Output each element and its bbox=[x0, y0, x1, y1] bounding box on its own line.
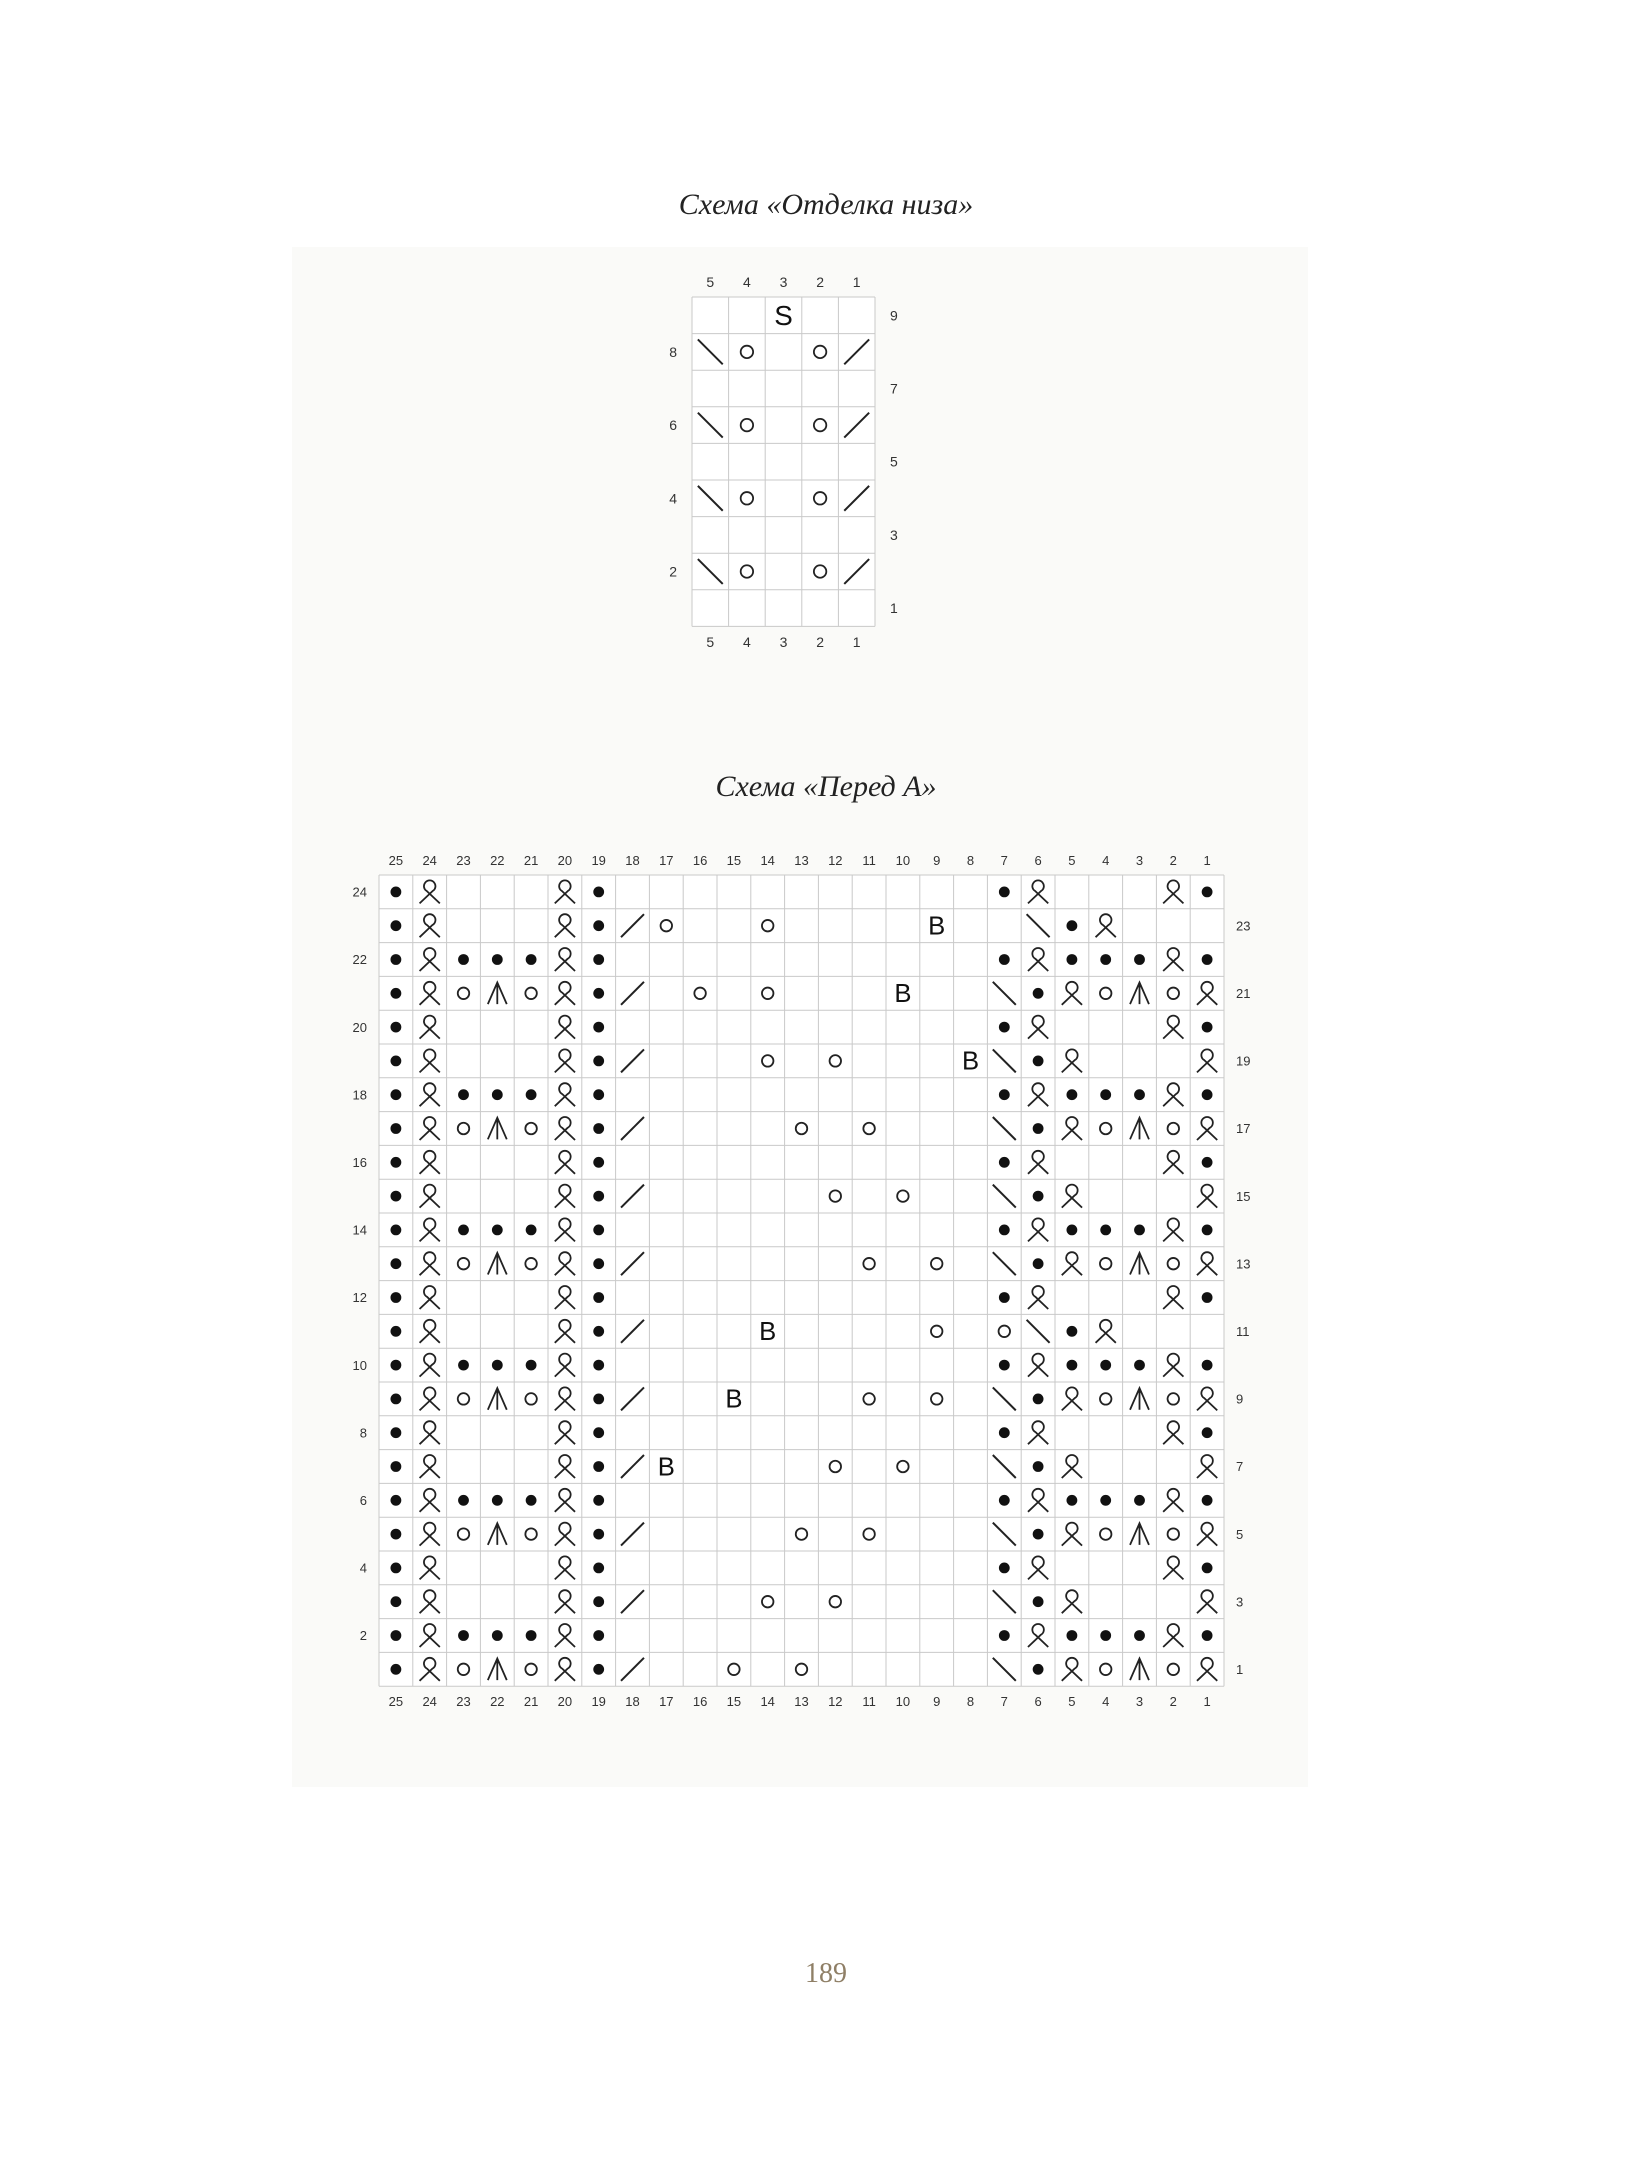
purl-dot-symbol bbox=[1100, 1495, 1111, 1506]
column-label: 25 bbox=[388, 853, 404, 868]
purl-dot-symbol bbox=[390, 1461, 401, 1472]
row-label-right: 21 bbox=[1236, 985, 1251, 1001]
purl-dot-symbol bbox=[390, 1393, 401, 1404]
column-label: 5 bbox=[706, 274, 715, 290]
column-label: 18 bbox=[625, 853, 640, 868]
purl-dot-symbol bbox=[390, 1157, 401, 1168]
column-label: 11 bbox=[862, 853, 876, 868]
bead-b-symbol bbox=[725, 1386, 742, 1414]
svg-text:B: B bbox=[928, 912, 946, 941]
column-label: 4 bbox=[743, 274, 751, 290]
purl-dot-symbol bbox=[593, 920, 604, 931]
column-label: 10 bbox=[895, 1693, 911, 1709]
purl-dot-symbol bbox=[1033, 1461, 1044, 1472]
purl-dot-symbol bbox=[593, 1495, 604, 1506]
column-label: 9 bbox=[933, 1693, 941, 1709]
column-label: 1 bbox=[1203, 1693, 1211, 1709]
column-label: 19 bbox=[591, 1693, 606, 1709]
column-label: 6 bbox=[1034, 1693, 1042, 1709]
row-label-left: 20 bbox=[352, 1019, 367, 1035]
column-label: 3 bbox=[779, 633, 788, 650]
column-label: 25 bbox=[388, 1693, 404, 1709]
row-label-right: 9 bbox=[1236, 1391, 1244, 1407]
purl-dot-symbol bbox=[999, 1427, 1010, 1438]
purl-dot-symbol bbox=[458, 954, 469, 965]
row-label-right: 23 bbox=[1236, 918, 1251, 934]
purl-dot-symbol bbox=[999, 1562, 1010, 1573]
purl-dot-symbol bbox=[593, 1529, 604, 1540]
column-label: 16 bbox=[692, 1693, 708, 1709]
purl-dot-symbol bbox=[1134, 954, 1145, 965]
column-label: 22 bbox=[490, 853, 505, 868]
column-label: 15 bbox=[726, 1693, 742, 1709]
purl-dot-symbol bbox=[526, 954, 537, 965]
purl-dot-symbol bbox=[1134, 1630, 1145, 1641]
purl-dot-symbol bbox=[1134, 1495, 1145, 1506]
column-label: 14 bbox=[760, 1693, 775, 1709]
purl-dot-symbol bbox=[526, 1224, 537, 1235]
purl-dot-symbol bbox=[593, 1055, 604, 1066]
row-label-right: 19 bbox=[1236, 1053, 1251, 1069]
row-label-left: 12 bbox=[352, 1290, 367, 1306]
column-label: 1 bbox=[1203, 853, 1211, 868]
purl-dot-symbol bbox=[593, 1258, 604, 1269]
purl-dot-symbol bbox=[390, 1292, 401, 1303]
column-label: 8 bbox=[966, 853, 975, 868]
column-label: 7 bbox=[1000, 853, 1008, 868]
row-label-right: 15 bbox=[1236, 1188, 1251, 1204]
purl-dot-symbol bbox=[390, 1596, 401, 1607]
row-label-left: 8 bbox=[669, 343, 677, 360]
purl-dot-symbol bbox=[593, 1664, 604, 1675]
row-label-left: 2 bbox=[669, 563, 677, 580]
purl-dot-symbol bbox=[526, 1089, 537, 1100]
purl-dot-symbol bbox=[1033, 988, 1044, 999]
row-label-right: 7 bbox=[890, 380, 898, 397]
purl-dot-symbol bbox=[999, 1292, 1010, 1303]
row-label-left: 14 bbox=[352, 1222, 367, 1238]
purl-dot-symbol bbox=[999, 1157, 1010, 1168]
purl-dot-symbol bbox=[1066, 920, 1077, 931]
purl-dot-symbol bbox=[390, 954, 401, 965]
purl-dot-symbol bbox=[1134, 1224, 1145, 1235]
bead-b-symbol bbox=[658, 1453, 675, 1481]
row-label-left: 22 bbox=[352, 952, 367, 968]
purl-dot-symbol bbox=[390, 1664, 401, 1675]
row-label-left: 8 bbox=[359, 1425, 367, 1441]
row-label-left: 18 bbox=[352, 1087, 367, 1103]
column-label: 12 bbox=[828, 1693, 843, 1709]
purl-dot-symbol bbox=[593, 1292, 604, 1303]
purl-dot-symbol bbox=[390, 886, 401, 897]
purl-dot-symbol bbox=[526, 1495, 537, 1506]
purl-dot-symbol bbox=[390, 1562, 401, 1573]
purl-dot-symbol bbox=[492, 1089, 503, 1100]
purl-dot-symbol bbox=[1202, 954, 1213, 965]
purl-dot-symbol bbox=[999, 1089, 1010, 1100]
column-label: 4 bbox=[1102, 1693, 1110, 1709]
purl-dot-symbol bbox=[1100, 1089, 1111, 1100]
purl-dot-symbol bbox=[1202, 1495, 1213, 1506]
svg-text:S: S bbox=[774, 299, 793, 331]
bead-b-symbol bbox=[894, 980, 911, 1008]
purl-dot-symbol bbox=[593, 1157, 604, 1168]
column-label: 14 bbox=[760, 853, 775, 868]
svg-text:B: B bbox=[657, 1453, 675, 1482]
row-label-right: 5 bbox=[890, 453, 898, 470]
purl-dot-symbol bbox=[458, 1495, 469, 1506]
purl-dot-symbol bbox=[999, 1022, 1010, 1033]
purl-dot-symbol bbox=[593, 1326, 604, 1337]
column-label: 5 bbox=[706, 633, 715, 650]
purl-dot-symbol bbox=[593, 1022, 604, 1033]
column-label: 24 bbox=[422, 853, 437, 868]
column-label: 10 bbox=[895, 853, 911, 868]
column-label: 21 bbox=[523, 853, 539, 868]
bead-b-symbol bbox=[759, 1318, 776, 1346]
purl-dot-symbol bbox=[458, 1630, 469, 1641]
purl-dot-symbol bbox=[593, 1562, 604, 1573]
row-label-right: 1 bbox=[1236, 1661, 1244, 1677]
purl-dot-symbol bbox=[390, 1123, 401, 1134]
purl-dot-symbol bbox=[1066, 1326, 1077, 1337]
purl-dot-symbol bbox=[999, 1630, 1010, 1641]
column-label: 2 bbox=[1169, 1693, 1177, 1709]
purl-dot-symbol bbox=[390, 1089, 401, 1100]
purl-dot-symbol bbox=[1202, 1562, 1213, 1573]
purl-dot-symbol bbox=[1033, 1123, 1044, 1134]
purl-dot-symbol bbox=[593, 1427, 604, 1438]
purl-dot-symbol bbox=[999, 954, 1010, 965]
column-label: 8 bbox=[966, 1693, 975, 1709]
row-label-right: 9 bbox=[890, 307, 898, 324]
purl-dot-symbol bbox=[999, 886, 1010, 897]
row-label-left: 2 bbox=[359, 1628, 367, 1644]
purl-dot-symbol bbox=[1066, 954, 1077, 965]
column-label: 22 bbox=[490, 1693, 505, 1709]
row-label-right: 13 bbox=[1236, 1256, 1251, 1272]
purl-dot-symbol bbox=[593, 1596, 604, 1607]
purl-dot-symbol bbox=[458, 1224, 469, 1235]
column-label: 3 bbox=[1135, 853, 1144, 868]
purl-dot-symbol bbox=[492, 1360, 503, 1371]
column-label: 3 bbox=[779, 274, 788, 290]
purl-dot-symbol bbox=[1202, 1360, 1213, 1371]
purl-dot-symbol bbox=[1066, 1089, 1077, 1100]
purl-dot-symbol bbox=[1033, 1055, 1044, 1066]
purl-dot-symbol bbox=[1066, 1360, 1077, 1371]
purl-dot-symbol bbox=[390, 920, 401, 931]
purl-dot-symbol bbox=[1033, 1529, 1044, 1540]
row-label-left: 6 bbox=[359, 1492, 367, 1508]
purl-dot-symbol bbox=[1202, 1157, 1213, 1168]
column-label: 4 bbox=[743, 633, 751, 650]
purl-dot-symbol bbox=[390, 1495, 401, 1506]
purl-dot-symbol bbox=[492, 954, 503, 965]
purl-dot-symbol bbox=[390, 1191, 401, 1202]
column-label: 20 bbox=[557, 853, 573, 868]
purl-dot-symbol bbox=[492, 1630, 503, 1641]
row-label-left: 24 bbox=[352, 884, 367, 900]
purl-dot-symbol bbox=[1033, 1258, 1044, 1269]
purl-dot-symbol bbox=[999, 1495, 1010, 1506]
purl-dot-symbol bbox=[1202, 886, 1213, 897]
column-label: 2 bbox=[1169, 853, 1177, 868]
purl-dot-symbol bbox=[458, 1360, 469, 1371]
purl-dot-symbol bbox=[1202, 1630, 1213, 1641]
purl-dot-symbol bbox=[1202, 1224, 1213, 1235]
row-label-left: 6 bbox=[669, 417, 677, 434]
purl-dot-symbol bbox=[1033, 1191, 1044, 1202]
svg-text:B: B bbox=[725, 1385, 743, 1414]
column-label: 5 bbox=[1068, 1693, 1076, 1709]
svg-text:B: B bbox=[894, 980, 912, 1009]
purl-dot-symbol bbox=[390, 1529, 401, 1540]
bead-b-symbol bbox=[928, 912, 945, 940]
column-label: 11 bbox=[862, 1693, 876, 1709]
column-label: 5 bbox=[1068, 853, 1076, 868]
purl-dot-symbol bbox=[390, 1360, 401, 1371]
row-label-right: 3 bbox=[1236, 1594, 1244, 1610]
purl-dot-symbol bbox=[593, 1224, 604, 1235]
purl-dot-symbol bbox=[492, 1495, 503, 1506]
row-label-left: 10 bbox=[352, 1357, 367, 1373]
purl-dot-symbol bbox=[1134, 1360, 1145, 1371]
column-label: 6 bbox=[1034, 853, 1042, 868]
column-label: 24 bbox=[422, 1693, 437, 1709]
purl-dot-symbol bbox=[593, 1393, 604, 1404]
purl-dot-symbol bbox=[1202, 1427, 1213, 1438]
row-label-left: 4 bbox=[669, 490, 677, 507]
chart1-title: Схема «Отделка низа» bbox=[678, 188, 974, 221]
row-label-right: 1 bbox=[890, 600, 898, 617]
row-label-left: 4 bbox=[359, 1560, 367, 1576]
purl-dot-symbol bbox=[390, 1055, 401, 1066]
purl-dot-symbol bbox=[458, 1089, 469, 1100]
purl-dot-symbol bbox=[492, 1224, 503, 1235]
purl-dot-symbol bbox=[593, 1630, 604, 1641]
purl-dot-symbol bbox=[1066, 1630, 1077, 1641]
purl-dot-symbol bbox=[1100, 1630, 1111, 1641]
column-label: 17 bbox=[659, 853, 674, 868]
purl-dot-symbol bbox=[1066, 1495, 1077, 1506]
column-label: 13 bbox=[794, 853, 809, 868]
purl-dot-symbol bbox=[593, 1360, 604, 1371]
column-label: 13 bbox=[794, 1693, 809, 1709]
purl-dot-symbol bbox=[593, 1191, 604, 1202]
purl-dot-symbol bbox=[593, 1461, 604, 1472]
column-label: 1 bbox=[852, 274, 861, 290]
chart2-title: Схема «Перед А» bbox=[715, 770, 937, 803]
row-label-right: 7 bbox=[1236, 1459, 1244, 1475]
column-label: 7 bbox=[1000, 1693, 1008, 1709]
purl-dot-symbol bbox=[526, 1630, 537, 1641]
bead-b-symbol bbox=[962, 1048, 979, 1076]
purl-dot-symbol bbox=[1066, 1224, 1077, 1235]
purl-dot-symbol bbox=[390, 988, 401, 999]
purl-dot-symbol bbox=[1134, 1089, 1145, 1100]
purl-dot-symbol bbox=[1100, 1224, 1111, 1235]
column-label: 2 bbox=[816, 274, 824, 290]
column-label: 16 bbox=[692, 853, 708, 868]
column-label: 1 bbox=[852, 633, 861, 650]
purl-dot-symbol bbox=[1100, 954, 1111, 965]
column-label: 15 bbox=[726, 853, 742, 868]
purl-dot-symbol bbox=[999, 1360, 1010, 1371]
purl-dot-symbol bbox=[1033, 1393, 1044, 1404]
column-label: 2 bbox=[816, 633, 824, 650]
column-label: 19 bbox=[591, 853, 606, 868]
purl-dot-symbol bbox=[593, 954, 604, 965]
svg-text:B: B bbox=[759, 1318, 777, 1347]
column-label: 20 bbox=[557, 1693, 573, 1709]
svg-text:B: B bbox=[961, 1047, 980, 1076]
purl-dot-symbol bbox=[593, 1123, 604, 1134]
purl-dot-symbol bbox=[1100, 1360, 1111, 1371]
column-label: 3 bbox=[1135, 1693, 1144, 1709]
column-label: 21 bbox=[523, 1693, 539, 1709]
row-label-right: 17 bbox=[1236, 1121, 1251, 1137]
purl-dot-symbol bbox=[1033, 1596, 1044, 1607]
purl-dot-symbol bbox=[390, 1630, 401, 1641]
row-label-right: 5 bbox=[1236, 1526, 1244, 1542]
purl-dot-symbol bbox=[593, 988, 604, 999]
column-label: 12 bbox=[828, 853, 843, 868]
column-label: 18 bbox=[625, 1693, 640, 1709]
column-label: 23 bbox=[456, 853, 471, 868]
row-label-right: 11 bbox=[1236, 1323, 1250, 1339]
purl-dot-symbol bbox=[390, 1022, 401, 1033]
column-label: 17 bbox=[659, 1693, 674, 1709]
column-label: 4 bbox=[1102, 853, 1110, 868]
column-label: 9 bbox=[933, 853, 941, 868]
row-label-right: 3 bbox=[890, 526, 898, 543]
page-number: 189 bbox=[805, 1958, 847, 1989]
purl-dot-symbol bbox=[593, 886, 604, 897]
purl-dot-symbol bbox=[1202, 1292, 1213, 1303]
purl-dot-symbol bbox=[390, 1258, 401, 1269]
purl-dot-symbol bbox=[1202, 1089, 1213, 1100]
purl-dot-symbol bbox=[390, 1427, 401, 1438]
purl-dot-symbol bbox=[593, 1089, 604, 1100]
column-label: 23 bbox=[456, 1693, 471, 1709]
purl-dot-symbol bbox=[1033, 1664, 1044, 1675]
purl-dot-symbol bbox=[999, 1224, 1010, 1235]
purl-dot-symbol bbox=[526, 1360, 537, 1371]
purl-dot-symbol bbox=[390, 1224, 401, 1235]
purl-dot-symbol bbox=[1202, 1022, 1213, 1033]
row-label-left: 16 bbox=[352, 1154, 367, 1170]
purl-dot-symbol bbox=[390, 1326, 401, 1337]
